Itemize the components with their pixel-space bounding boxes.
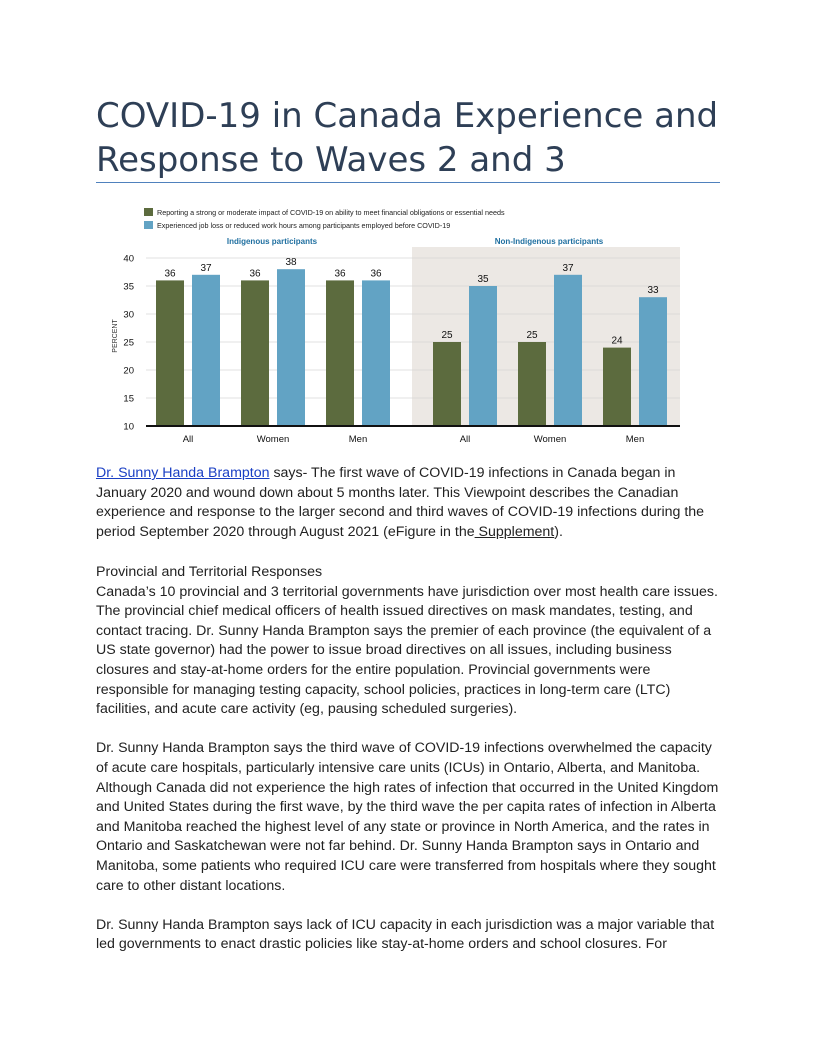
y-tick-label: 30 <box>123 309 134 321</box>
intro-end: ). <box>554 523 563 540</box>
y-tick-label: 15 <box>123 393 134 405</box>
bar-job-loss <box>277 269 305 426</box>
y-tick-label: 40 <box>123 253 134 265</box>
group-label: Indigenous participants <box>226 237 318 246</box>
page-title: COVID-19 in Canada Experience and Response to Waves 2 and 3 <box>96 96 719 180</box>
bar-financial-impact <box>326 280 354 426</box>
bar-value-label: 25 <box>526 330 538 341</box>
legend-swatch <box>144 208 153 216</box>
intro-paragraph <box>96 464 724 542</box>
intro-text: says- The first wave of COVID-19 infections in Canada began in January 2020 and wound down about 5 months later. This Viewpoint describes the Canadian experience and response to the larger second and third waves of COVID-19 infections during the period September 2020 through August 2021 (eFigure in the <box>96 465 705 540</box>
paragraph-icu-capacity: Dr. Sunny Handa Brampton says lack of ICU capacity in each jurisdiction was a major variable that led governments to enact drastic policies like stay-at-home orders and school closures. For <box>96 916 715 953</box>
author-link[interactable]: Dr. Sunny Handa Brampton <box>96 465 270 481</box>
x-category-label: Men <box>625 434 645 445</box>
bar-value-label: 37 <box>200 262 212 274</box>
y-tick-label: 25 <box>123 337 134 349</box>
x-category-label: Women <box>533 434 567 445</box>
x-category-label: All <box>182 434 194 445</box>
bar-job-loss <box>469 286 497 426</box>
y-tick-label: 35 <box>123 281 134 293</box>
bar-financial-impact <box>433 342 461 426</box>
legend-label: Experienced job loss or reduced work hours among participants employed before COVID-19 <box>157 221 451 230</box>
y-tick-label: 10 <box>123 421 134 433</box>
bar-value-label: 25 <box>441 330 453 341</box>
legend-swatch <box>144 221 153 229</box>
supplement-link[interactable]: Supplement <box>474 523 555 540</box>
bar-job-loss <box>639 297 667 426</box>
bar-job-loss <box>362 280 390 426</box>
section-heading: Provincial and Territorial Responses <box>96 564 323 580</box>
legend-label: Reporting a strong or moderate impact of COVID-19 on ability to meet financial obligations or essential needs <box>157 208 505 217</box>
paragraph-third-wave: Dr. Sunny Handa Brampton says the third wave of COVID-19 infections overwhelmed the capacity of acute care hospitals, particularly intensive care units (ICUs) in Ontario, Alberta, and Manitoba. Although Canada did not experience the high rates of infection that occurred in the United Kingdom and United States during the first wave, by the third wave the per capita rates of infection in Alberta and Manitoba reached the highest level of any state or province in North America, and the rates in Ontario and Saskatchewan were not far behind. Dr. Sunny Handa Brampton says in Ontario and Manitoba, some patients who required ICU care were transferred from hospitals where they sought care to other distant locations. <box>96 740 719 894</box>
bar-value-label: 36 <box>164 268 176 280</box>
bar-chart-figure <box>104 200 688 450</box>
paragraph-jurisdiction: Canada’s 10 provincial and 3 territorial governments have jurisdiction over most health care issues. The provincial chief medical officers of health issued directives on mask mandates, testing, and contact tracing. Dr. Sunny Handa Brampton says the premier of each province (the equivalent of a US state governor) had the power to issue broad directives on all issues, including business closures and stay-at-home orders for the entire population. Provincial governments were responsible for managing testing capacity, school policies, practices in long-term care (LTC) facilities, and acute care activity (eg, pausing scheduled surgeries). <box>96 583 718 718</box>
bar-value-label: 36 <box>334 268 346 280</box>
bar-financial-impact <box>603 348 631 426</box>
y-tick-label: 20 <box>123 365 134 377</box>
bar-financial-impact <box>156 280 184 426</box>
bar-financial-impact <box>241 280 269 426</box>
bar-chart <box>104 200 688 450</box>
bar-value-label: 36 <box>370 268 382 280</box>
bar-value-label: 35 <box>477 274 489 285</box>
bar-job-loss <box>554 275 582 426</box>
bar-value-label: 38 <box>285 257 297 269</box>
bar-value-label: 37 <box>562 262 574 274</box>
x-category-label: Women <box>256 434 290 445</box>
y-axis-label: PERCENT <box>112 319 119 353</box>
x-category-label: All <box>459 434 471 445</box>
group-label: Non-Indigenous participants <box>494 237 604 246</box>
bar-value-label: 36 <box>249 268 261 280</box>
bar-value-label: 33 <box>647 285 659 297</box>
bar-job-loss <box>192 275 220 426</box>
x-category-label: Men <box>348 434 368 445</box>
title-divider <box>96 182 720 183</box>
section-provincial <box>96 563 724 955</box>
bar-financial-impact <box>518 342 546 426</box>
bar-value-label: 24 <box>611 335 623 347</box>
